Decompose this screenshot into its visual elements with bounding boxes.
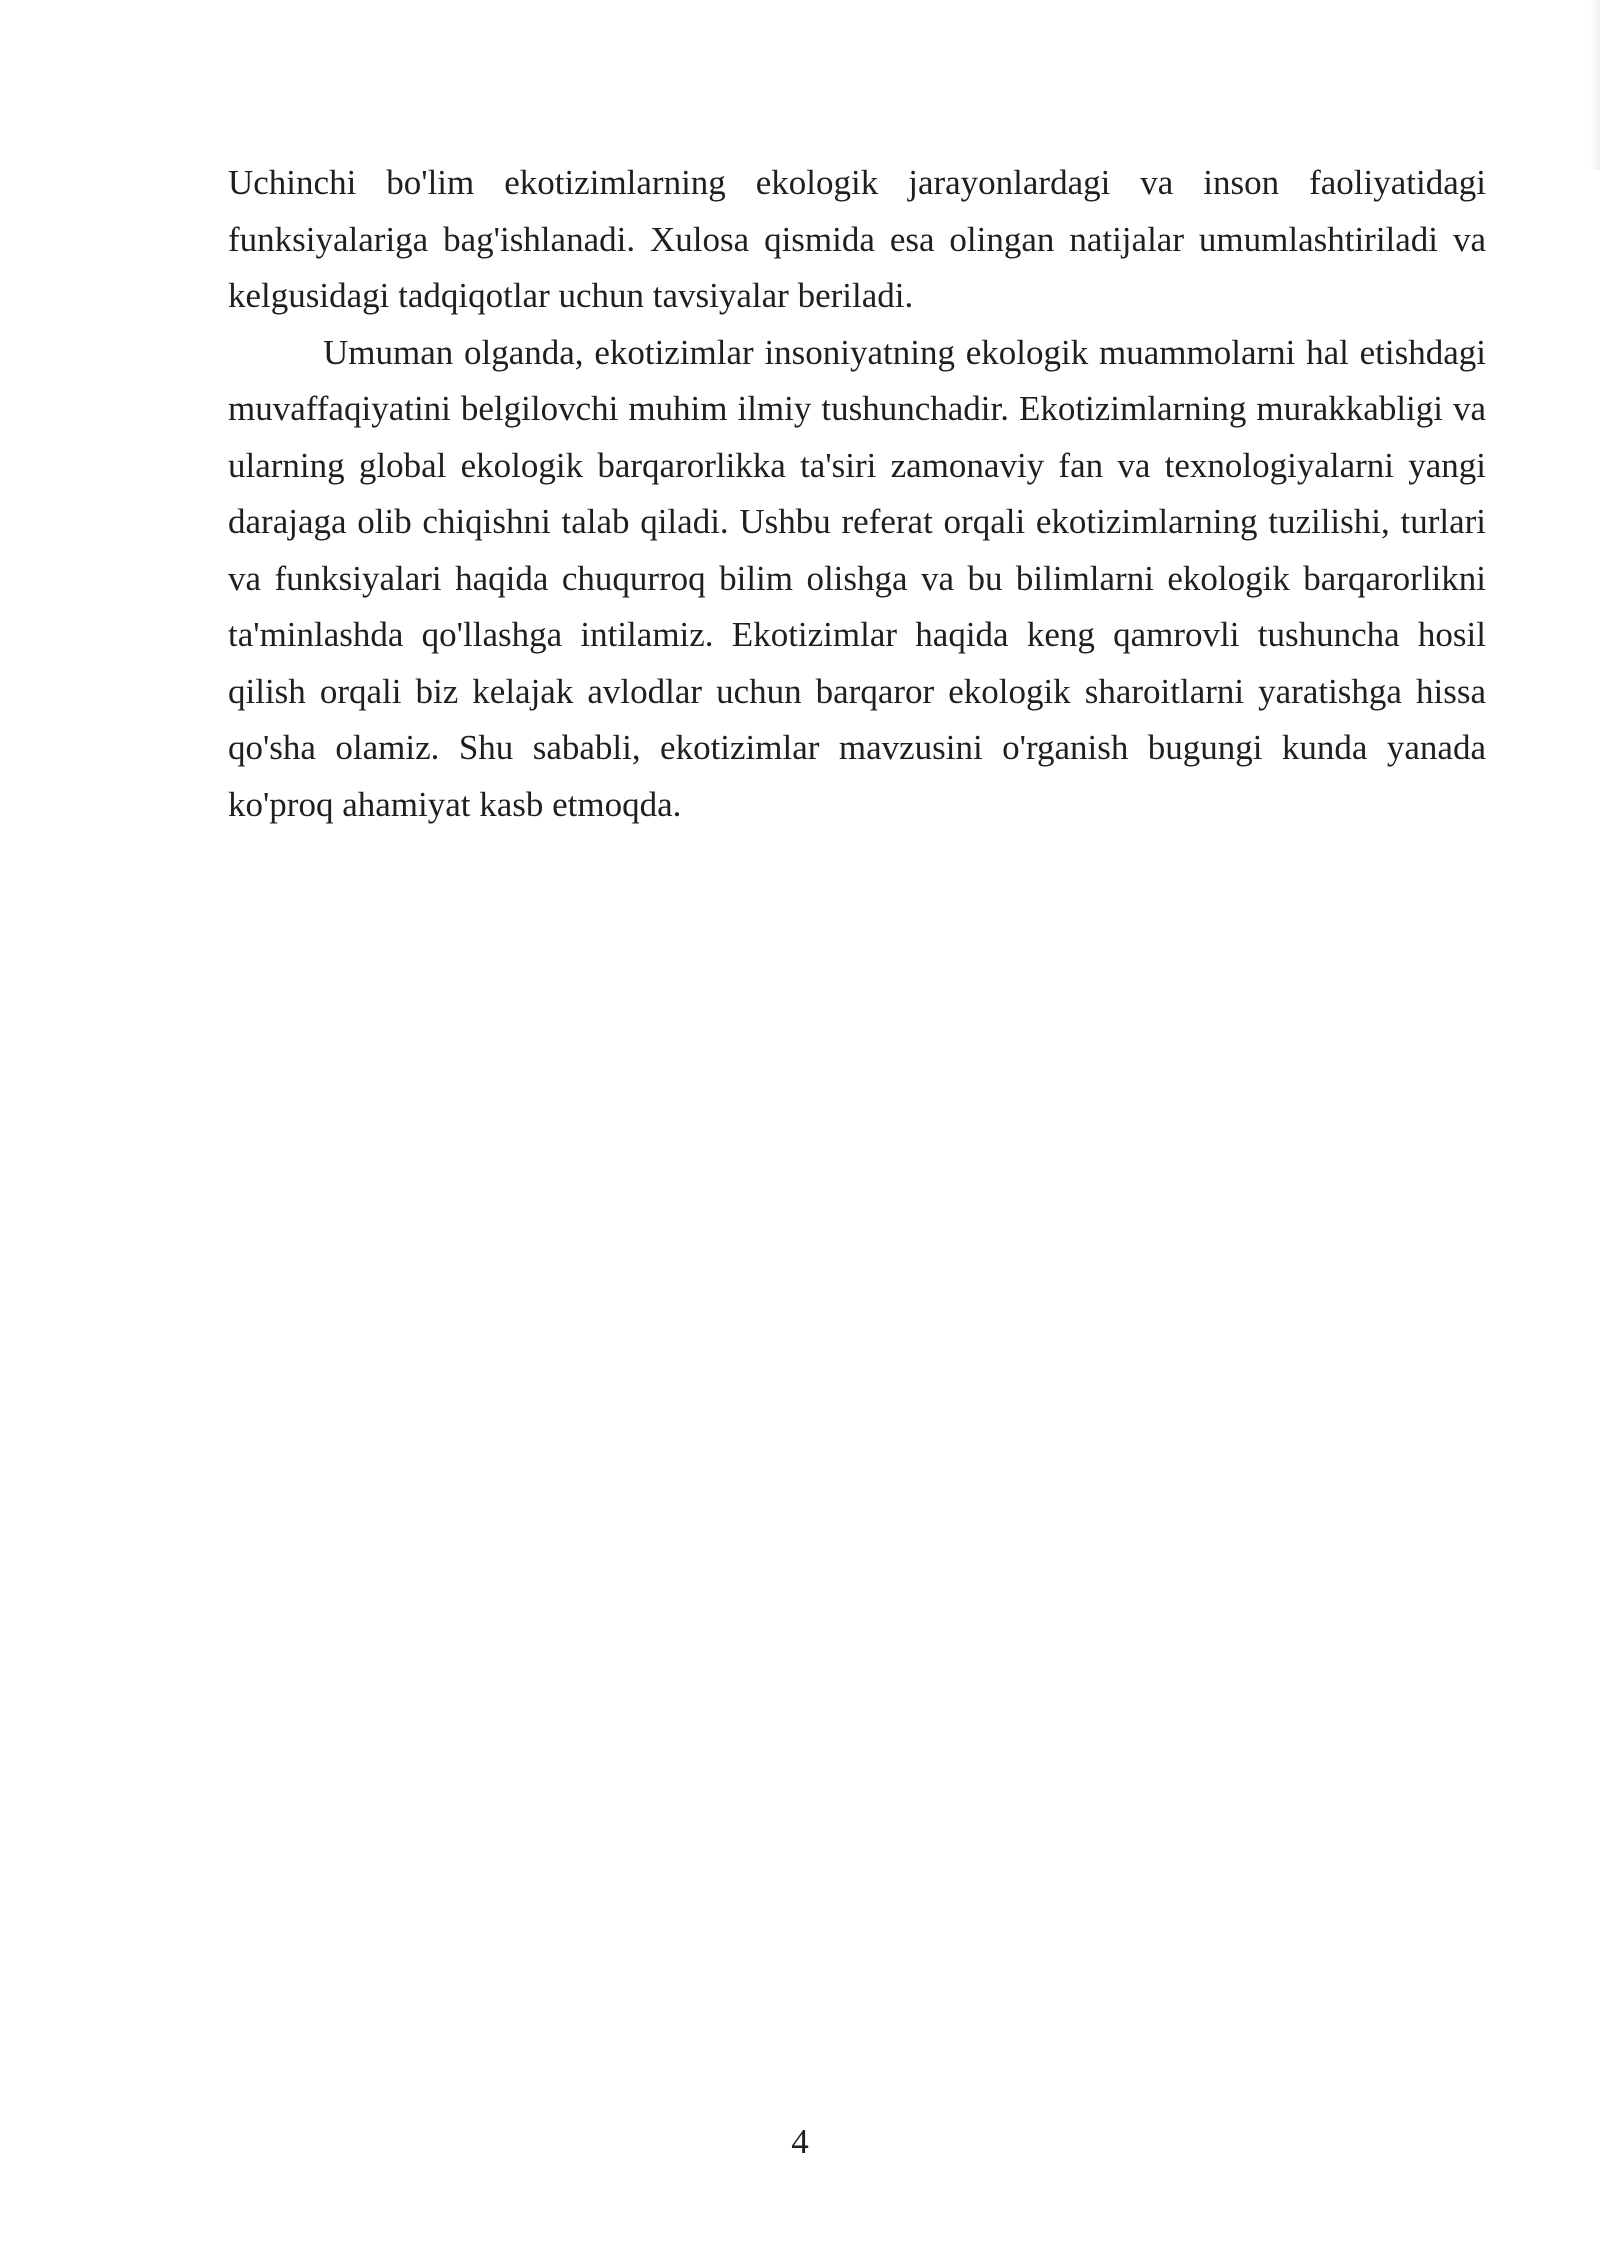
page-number: 4 [791,2122,809,2161]
body-text [228,155,1486,833]
paragraph-continuation: Uchinchi bo'lim ekotizimlarning ekologik jarayonlardagi va inson faoliyatidagi funksiyalariga bag'ishlanadi. Xulosa qismida esa olingan natijalar umumlashtiriladi va kelgusidagi tadqiqotlar uchun tavsiyalar beriladi. [228,163,1486,315]
paragraph-summary: Umuman olganda, ekotizimlar insoniyatning ekologik muammolarni hal etishdagi muvaffaqiyatini belgilovchi muhim ilmiy tushunchadir. Ekotizimlarning murakkabligi va ularning global ekologik barqarorlikka ta'siri zamonaviy fan va texnologiyalarni yangi darajaga olib chiqishni talab qiladi. Ushbu referat orqali ekotizimlarning tuzilishi, turlari va funksiyalari haqida chuqurroq bilim olishga va bu bilimlarni ekologik barqarorlikni ta'minlashda qo'llashga intilamiz. Ekotizimlar haqida keng qamrovli tushuncha hosil qilish orqali biz kelajak avlodlar uchun barqaror ekologik sharoitlarni yaratishga hissa qo'sha olamiz. Shu sababli, ekotizimlar mavzusini o'rganish bugungi kunda yanada ko'proq ahamiyat kasb etmoqda. [228,332,1486,824]
page-edge-shadow [1590,0,1600,170]
